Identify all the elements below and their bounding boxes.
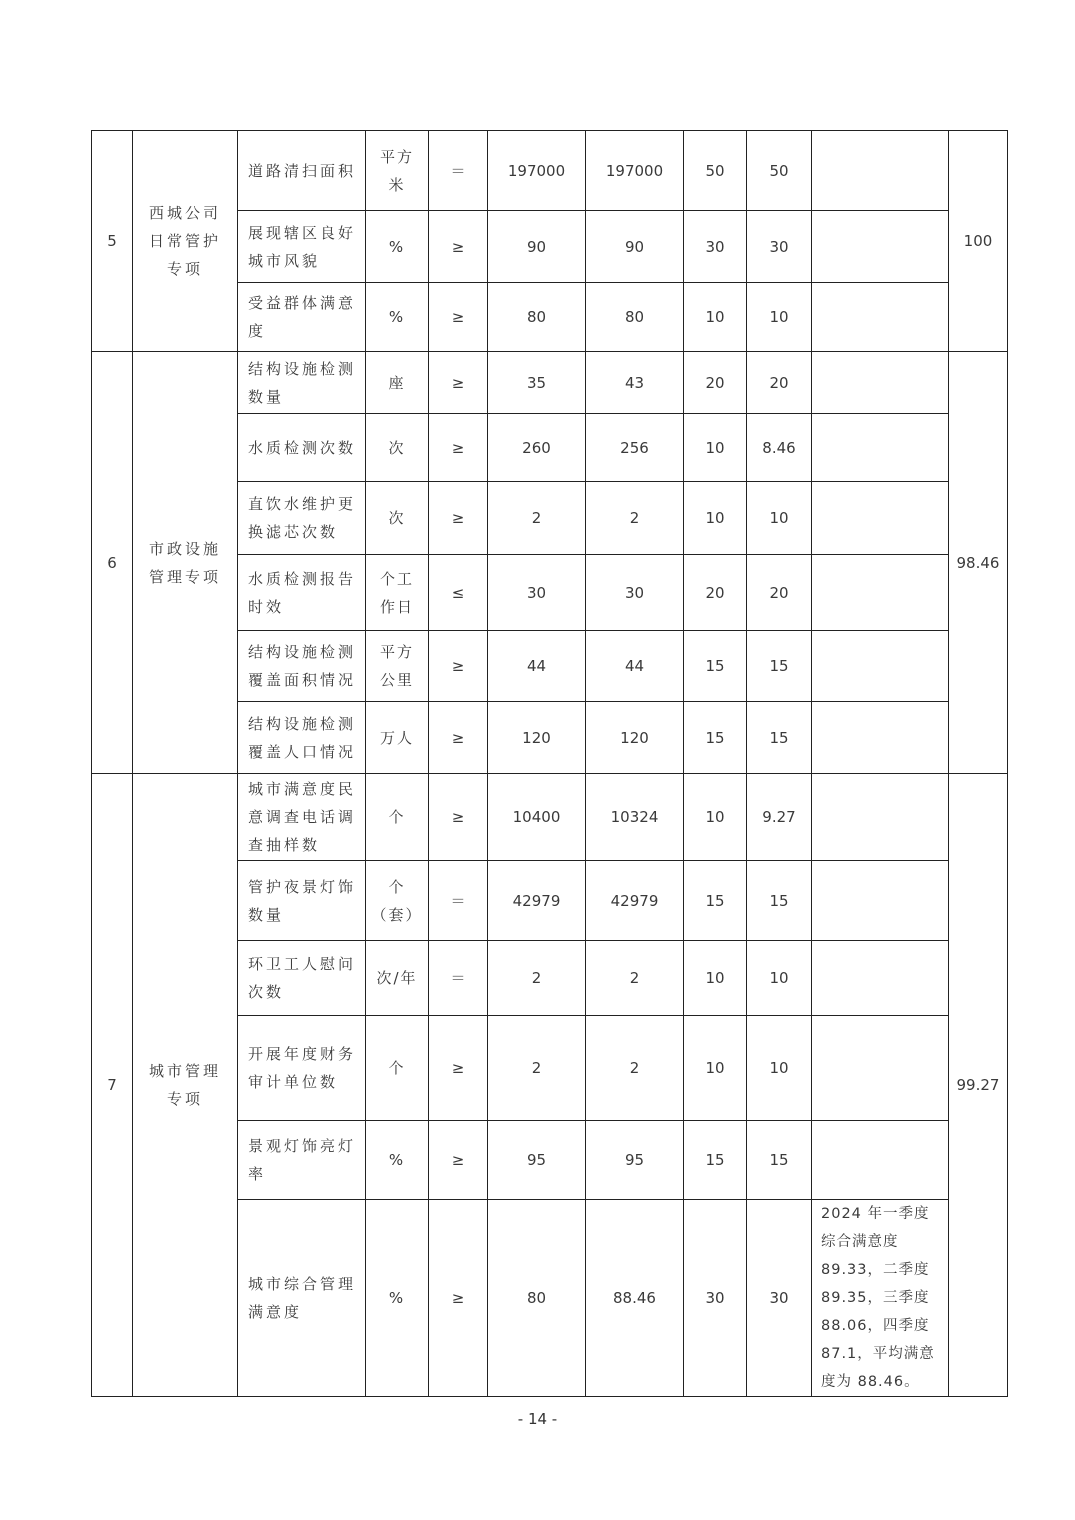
- note-cell: [812, 414, 949, 482]
- operator-cell: ≥: [429, 1200, 488, 1397]
- weight-cell: 30: [684, 1200, 747, 1397]
- table-row: [92, 774, 1008, 861]
- operator-cell: ≥: [429, 414, 488, 482]
- score-cell: 10: [747, 283, 812, 352]
- target-value-cell: 80: [488, 1200, 586, 1397]
- project-name: 城市管理专项: [133, 774, 238, 1397]
- unit-cell: %: [366, 1121, 429, 1200]
- score-cell: 15: [747, 702, 812, 774]
- actual-value-cell: 10324: [586, 774, 684, 861]
- actual-value-cell: 44: [586, 631, 684, 702]
- note-cell: [812, 283, 949, 352]
- weight-cell: 15: [684, 1121, 747, 1200]
- actual-value-cell: 30: [586, 555, 684, 631]
- indicator-cell: 结构设施检测覆盖人口情况: [238, 702, 366, 774]
- actual-value-cell: 43: [586, 352, 684, 414]
- page-number: - 14 -: [517, 1410, 558, 1428]
- weight-cell: 10: [684, 482, 747, 555]
- group-number: 5: [92, 131, 133, 352]
- actual-value-cell: 2: [586, 941, 684, 1016]
- note-cell: [812, 941, 949, 1016]
- weight-cell: 10: [684, 283, 747, 352]
- operator-cell: ≥: [429, 774, 488, 861]
- operator-cell: ≥: [429, 283, 488, 352]
- indicator-cell: 直饮水维护更换滤芯次数: [238, 482, 366, 555]
- unit-cell: %: [366, 1200, 429, 1397]
- score-cell: 9.27: [747, 774, 812, 861]
- note-cell: [812, 352, 949, 414]
- score-cell: 8.46: [747, 414, 812, 482]
- indicator-cell: 水质检测报告时效: [238, 555, 366, 631]
- target-value-cell: 90: [488, 211, 586, 283]
- actual-value-cell: 88.46: [586, 1200, 684, 1397]
- weight-cell: 10: [684, 414, 747, 482]
- indicator-cell: 展现辖区良好城市风貌: [238, 211, 366, 283]
- weight-cell: 15: [684, 631, 747, 702]
- weight-cell: 10: [684, 941, 747, 1016]
- weight-cell: 20: [684, 352, 747, 414]
- actual-value-cell: 95: [586, 1121, 684, 1200]
- operator-cell: ≥: [429, 1121, 488, 1200]
- project-name: 市政设施管理专项: [133, 352, 238, 774]
- operator-cell: ≤: [429, 555, 488, 631]
- actual-value-cell: 42979: [586, 861, 684, 941]
- weight-cell: 15: [684, 861, 747, 941]
- indicator-cell: 道路清扫面积: [238, 131, 366, 211]
- operator-cell: ＝: [429, 941, 488, 1016]
- score-cell: 10: [747, 482, 812, 555]
- operator-cell: ≥: [429, 211, 488, 283]
- unit-cell: %: [366, 283, 429, 352]
- note-cell: [812, 1016, 949, 1121]
- unit-cell: 个 （套）: [366, 861, 429, 941]
- indicator-cell: 城市综合管理满意度: [238, 1200, 366, 1397]
- indicator-cell: 开展年度财务审计单位数: [238, 1016, 366, 1121]
- score-cell: 20: [747, 555, 812, 631]
- unit-cell: 平方 米: [366, 131, 429, 211]
- indicator-cell: 环卫工人慰问次数: [238, 941, 366, 1016]
- unit-cell: 个: [366, 774, 429, 861]
- project-score: 100: [949, 131, 1008, 352]
- operator-cell: ≥: [429, 482, 488, 555]
- target-value-cell: 2: [488, 941, 586, 1016]
- actual-value-cell: 256: [586, 414, 684, 482]
- indicator-cell: 管护夜景灯饰数量: [238, 861, 366, 941]
- note-cell: [812, 774, 949, 861]
- unit-cell: 次: [366, 414, 429, 482]
- operator-cell: ≥: [429, 352, 488, 414]
- unit-cell: %: [366, 211, 429, 283]
- project-name: 西城公司日常管护专项: [133, 131, 238, 352]
- score-cell: 15: [747, 1121, 812, 1200]
- note-cell: [812, 1121, 949, 1200]
- actual-value-cell: 90: [586, 211, 684, 283]
- score-cell: 10: [747, 941, 812, 1016]
- score-cell: 30: [747, 211, 812, 283]
- group-number: 6: [92, 352, 133, 774]
- project-score: 98.46: [949, 352, 1008, 774]
- group-number: 7: [92, 774, 133, 1397]
- actual-value-cell: 2: [586, 482, 684, 555]
- operator-cell: ＝: [429, 131, 488, 211]
- score-cell: 15: [747, 631, 812, 702]
- unit-cell: 次/年: [366, 941, 429, 1016]
- indicator-cell: 景观灯饰亮灯率: [238, 1121, 366, 1200]
- unit-cell: 万人: [366, 702, 429, 774]
- operator-cell: ≥: [429, 702, 488, 774]
- note-cell: [812, 702, 949, 774]
- operator-cell: ≥: [429, 631, 488, 702]
- weight-cell: 30: [684, 211, 747, 283]
- actual-value-cell: 2: [586, 1016, 684, 1121]
- target-value-cell: 197000: [488, 131, 586, 211]
- target-value-cell: 260: [488, 414, 586, 482]
- actual-value-cell: 120: [586, 702, 684, 774]
- weight-cell: 10: [684, 1016, 747, 1121]
- target-value-cell: 42979: [488, 861, 586, 941]
- project-score: 99.27: [949, 774, 1008, 1397]
- weight-cell: 20: [684, 555, 747, 631]
- operator-cell: ＝: [429, 861, 488, 941]
- unit-cell: 座: [366, 352, 429, 414]
- weight-cell: 15: [684, 702, 747, 774]
- table-row: [92, 352, 1008, 414]
- table-row: [92, 131, 1008, 211]
- actual-value-cell: 197000: [586, 131, 684, 211]
- note-cell: [812, 555, 949, 631]
- note-cell: [812, 211, 949, 283]
- target-value-cell: 2: [488, 482, 586, 555]
- target-value-cell: 120: [488, 702, 586, 774]
- note-cell: [812, 861, 949, 941]
- score-cell: 50: [747, 131, 812, 211]
- score-cell: 10: [747, 1016, 812, 1121]
- note-cell: [812, 482, 949, 555]
- target-value-cell: 35: [488, 352, 586, 414]
- note-cell: [812, 631, 949, 702]
- target-value-cell: 2: [488, 1016, 586, 1121]
- target-value-cell: 44: [488, 631, 586, 702]
- indicator-cell: 受益群体满意度: [238, 283, 366, 352]
- indicator-cell: 结构设施检测数量: [238, 352, 366, 414]
- actual-value-cell: 80: [586, 283, 684, 352]
- unit-cell: 个工 作日: [366, 555, 429, 631]
- unit-cell: 平方 公里: [366, 631, 429, 702]
- target-value-cell: 95: [488, 1121, 586, 1200]
- operator-cell: ≥: [429, 1016, 488, 1121]
- target-value-cell: 30: [488, 555, 586, 631]
- weight-cell: 50: [684, 131, 747, 211]
- indicator-cell: 城市满意度民意调查电话调查抽样数: [238, 774, 366, 861]
- note-cell: [812, 131, 949, 211]
- weight-cell: 10: [684, 774, 747, 861]
- target-value-cell: 10400: [488, 774, 586, 861]
- unit-cell: 个: [366, 1016, 429, 1121]
- score-cell: 30: [747, 1200, 812, 1397]
- performance-table: [91, 130, 1008, 1397]
- note-cell: 2024 年一季度综合满意度 89.33，二季度 89.35，三季度 88.06，四季度 87.1，平均满意度为 88.46。: [812, 1200, 949, 1397]
- score-cell: 15: [747, 861, 812, 941]
- target-value-cell: 80: [488, 283, 586, 352]
- score-cell: 20: [747, 352, 812, 414]
- indicator-cell: 结构设施检测覆盖面积情况: [238, 631, 366, 702]
- indicator-cell: 水质检测次数: [238, 414, 366, 482]
- unit-cell: 次: [366, 482, 429, 555]
